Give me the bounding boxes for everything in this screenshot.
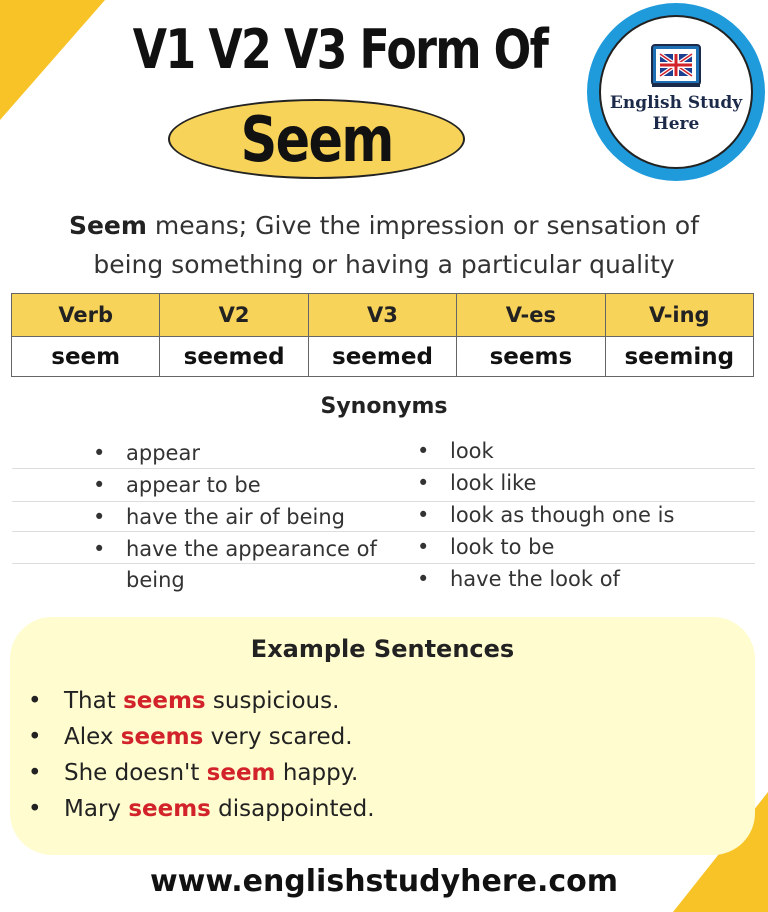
list-item bbox=[28, 755, 375, 791]
page-title: V1 V2 V3 Form Of bbox=[132, 18, 548, 81]
table-cell: seemed bbox=[160, 337, 308, 377]
list-item bbox=[28, 719, 375, 755]
meaning-rest: means; Give the impression or sensation of bbox=[146, 211, 700, 240]
sentence-text: disappointed. bbox=[210, 796, 375, 822]
logo-text bbox=[610, 93, 742, 135]
table-row bbox=[12, 337, 754, 377]
table-header-cell: Verb bbox=[12, 294, 160, 337]
list-item: • appear to be bbox=[93, 469, 393, 501]
synonyms-right-list bbox=[417, 435, 747, 595]
corner-decoration-top-left bbox=[0, 0, 105, 120]
meaning-text bbox=[30, 206, 738, 284]
table-header-cell: V3 bbox=[308, 294, 456, 337]
synonyms-title: Synonyms bbox=[320, 394, 448, 419]
list-item: • look like bbox=[417, 467, 747, 499]
list-item: • look to be bbox=[417, 531, 747, 563]
list-item: • have the appearance of bbox=[93, 533, 393, 565]
word-oval bbox=[168, 99, 465, 179]
highlighted-verb: seems bbox=[123, 688, 206, 714]
table-cell: seem bbox=[12, 337, 160, 377]
examples-list bbox=[28, 683, 375, 827]
verb-forms-table bbox=[11, 293, 754, 377]
table-header-cell: V-es bbox=[457, 294, 605, 337]
synonyms-left-list bbox=[93, 437, 393, 595]
table-cell: seemed bbox=[308, 337, 456, 377]
meaning-line1 bbox=[30, 206, 738, 245]
sentence-text: She doesn't bbox=[64, 760, 207, 786]
examples-title: Example Sentences bbox=[250, 635, 515, 663]
list-item bbox=[28, 683, 375, 719]
list-item bbox=[28, 791, 375, 827]
website-url[interactable]: www.englishstudyhere.com bbox=[149, 864, 619, 899]
sentence-text: happy. bbox=[275, 760, 359, 786]
list-item: • look bbox=[417, 435, 747, 467]
table-cell: seeming bbox=[605, 337, 753, 377]
sentence-text: Alex bbox=[64, 724, 121, 750]
logo-text-line1: English Study bbox=[609, 93, 743, 113]
headword: Seem bbox=[240, 102, 393, 176]
list-item-continuation: being bbox=[126, 568, 185, 592]
highlighted-verb: seem bbox=[206, 760, 276, 786]
site-logo[interactable] bbox=[587, 3, 765, 181]
logo-inner bbox=[599, 15, 753, 169]
logo-text-line2: Here bbox=[652, 114, 700, 134]
meaning-line2: being something or having a particular quality bbox=[93, 250, 675, 279]
sentence-text: suspicious. bbox=[205, 688, 340, 714]
list-item: • look as though one is bbox=[417, 499, 747, 531]
table-header-cell: V-ing bbox=[605, 294, 753, 337]
sentence-text: very scared. bbox=[203, 724, 353, 750]
list-item: • have the air of being bbox=[93, 501, 393, 533]
table-cell: seems bbox=[457, 337, 605, 377]
highlighted-verb: seems bbox=[120, 724, 204, 750]
table-header-row bbox=[12, 294, 754, 337]
table-header-cell: V2 bbox=[160, 294, 308, 337]
sentence-text: That bbox=[64, 688, 124, 714]
example-sentences-panel bbox=[10, 617, 755, 855]
book-flag-icon bbox=[646, 43, 706, 89]
list-item: • have the look of bbox=[417, 563, 747, 595]
highlighted-verb: seems bbox=[128, 796, 211, 822]
list-item: • appear bbox=[93, 437, 393, 469]
meaning-word: Seem bbox=[68, 211, 147, 240]
sentence-text: Mary bbox=[64, 796, 129, 822]
